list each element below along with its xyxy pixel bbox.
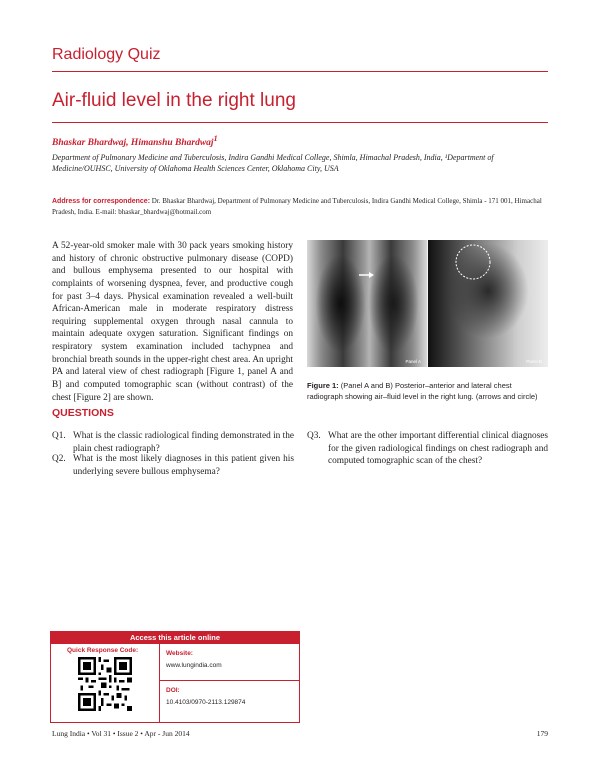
correspondence-text: Dr. Bhaskar Bhardwaj, Department of Pulmonary Medicine and Tuberculosis, Indira Gandhi Medical College, Shimla - 171 001, Himachal Pradesh, India. E-mail: bhaskar_bhardwaj@hotmail.com xyxy=(52,197,542,217)
doi-link[interactable]: 10.4103/0970-2113.129874 xyxy=(166,699,246,706)
correspondence-block xyxy=(52,196,548,217)
question-item xyxy=(307,430,548,468)
panel-a-tag: Panel A xyxy=(405,359,421,364)
qr-code-icon[interactable] xyxy=(78,657,132,711)
access-article-box xyxy=(50,631,300,723)
question-item xyxy=(52,453,294,478)
footer-journal-info: Lung India • Vol 31 • Issue 2 • Apr - Jun 2014 xyxy=(52,729,190,738)
header-rule-top xyxy=(52,71,548,72)
figure-caption xyxy=(307,381,548,402)
question-text: What is the most likely diagnoses in this patient given his underlying severe bullous emphysema? xyxy=(73,454,294,477)
question-number: Q3. xyxy=(307,431,321,441)
case-description: A 52-year-old smoker male with 30 pack years smoking history and history of chronic obstructive pulmonary disease (COPD) and bullous emphysema presented to our hospital with complaints of worsening dyspnea, fever, and productive cough for past 3–4 days. Physical examination revealed a well-built African-American male in moderate respiratory distress requiring supplemental oxygen through nasal cannula to maintain adequate oxygen saturation. Significant findings on respiratory system examination included tachypnea and bronchial breath sounds in the upper-right chest area. An upright PA and lateral view of chest radiograph [Figure 1, panel A and B] and computed tomographic scan (without contrast) of the chest [Figure 2] are shown. xyxy=(52,241,293,403)
access-box-header: Access this article online xyxy=(51,632,299,644)
author-affiliations: Department of Pulmonary Medicine and Tuberculosis, Indira Gandhi Medical College, Shimla, Himachal Pradesh, India, ¹Department of Medicine/OUHSC, University of Oklahoma Health Sciences Center, Oklahoma City, USA xyxy=(52,153,494,174)
website-label: Website: xyxy=(166,650,193,657)
questions-heading: QUESTIONS xyxy=(52,407,114,419)
chest-xray-pa-image xyxy=(307,240,427,367)
question-number: Q2. xyxy=(52,454,66,464)
figure-1-images xyxy=(307,240,548,367)
figure-caption-text: (Panel A and B) Posterior–anterior and lateral chest radiograph showing air–fluid level in the right lung. (arrows and circle) xyxy=(307,381,538,401)
access-box-divider-vertical xyxy=(159,644,160,722)
access-box-divider-horizontal xyxy=(159,680,299,681)
article-title: Air-fluid level in the right lung xyxy=(52,90,296,111)
arrow-annotation-icon xyxy=(307,240,427,367)
question-number: Q1. xyxy=(52,431,66,441)
circle-annotation-icon xyxy=(428,240,548,367)
footer-page-number: 179 xyxy=(536,729,548,738)
panel-b-tag: Panel B xyxy=(526,359,542,364)
question-item xyxy=(52,430,294,455)
correspondence-label: Address for correspondence: xyxy=(52,198,151,205)
question-text: What are the other important differential clinical diagnoses for the given radiological findings on chest radiograph and computed tomographic scan of the chest? xyxy=(328,431,548,467)
section-label: Radiology Quiz xyxy=(52,46,161,63)
question-text: What is the classic radiological finding demonstrated in the plain chest radiograph? xyxy=(73,431,294,454)
doi-label: DOI: xyxy=(166,687,180,694)
figure-caption-label: Figure 1: xyxy=(307,381,339,390)
website-link[interactable]: www.lungindia.com xyxy=(166,662,222,669)
qr-code-label: Quick Response Code: xyxy=(67,647,139,654)
author-names-text: Bhaskar Bhardwaj, Himanshu Bhardwaj xyxy=(52,138,214,149)
chest-xray-lateral-image xyxy=(428,240,548,367)
author-superscript: 1 xyxy=(213,134,218,143)
header-rule-bottom xyxy=(52,122,548,123)
author-names xyxy=(52,134,218,148)
